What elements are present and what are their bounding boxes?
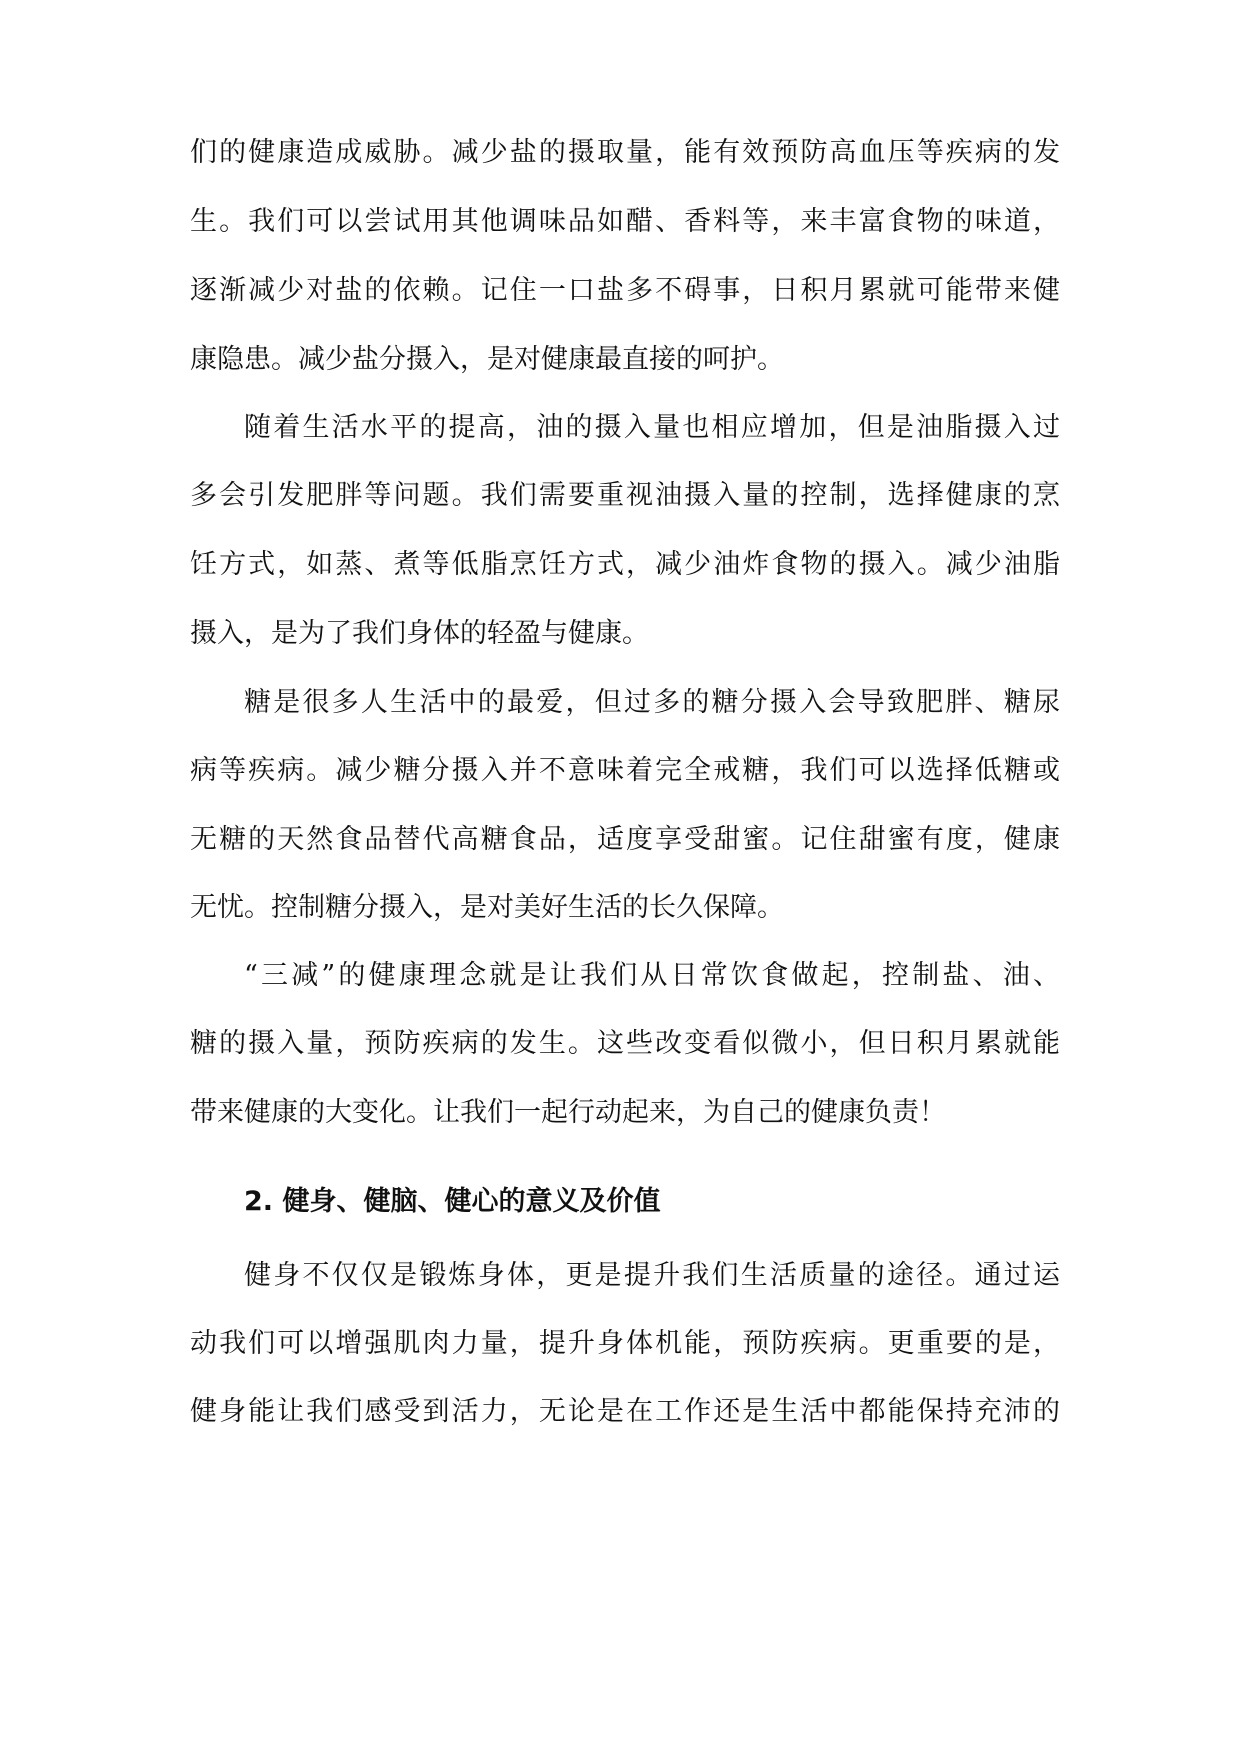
paragraph-line: 动我们可以增强肌肉力量，提升身体机能，预防疾病。更重要的是， xyxy=(190,1328,1060,1359)
paragraph-line: 饪方式，如蒸、煮等低脂烹饪方式，减少油炸食物的摄入。减少油脂 xyxy=(190,549,1060,580)
paragraph-line: “三减”的健康理念就是让我们从日常饮食做起，控制盐、油、 xyxy=(244,960,1060,991)
paragraph-line: 康隐患。减少盐分摄入，是对健康最直接的呵护。 xyxy=(190,344,784,375)
paragraph-line: 们的健康造成威胁。减少盐的摄取量，能有效预防高血压等疾病的发 xyxy=(190,137,1060,168)
paragraph-line: 多会引发肥胖等问题。我们需要重视油摄入量的控制，选择健康的烹 xyxy=(190,480,1060,511)
paragraph-line: 健身不仅仅是锻炼身体，更是提升我们生活质量的途径。通过运 xyxy=(244,1260,1060,1291)
paragraph-line: 逐渐减少对盐的依赖。记住一口盐多不碍事，日积月累就可能带来健 xyxy=(190,275,1060,306)
paragraph-line: 带来健康的大变化。让我们一起行动起来，为自己的健康负责！ xyxy=(190,1097,946,1128)
paragraph-line: 糖是很多人生活中的最爱，但过多的糖分摄入会导致肥胖、糖尿 xyxy=(244,687,1060,718)
paragraph-line: 无忧。控制糖分摄入，是对美好生活的长久保障。 xyxy=(190,892,784,923)
paragraph-line: 健身能让我们感受到活力，无论是在工作还是生活中都能保持充沛的 xyxy=(190,1396,1060,1427)
paragraph-line: 糖的摄入量，预防疾病的发生。这些改变看似微小，但日积月累就能 xyxy=(190,1028,1060,1059)
section-heading: 2. 健身、健脑、健心的意义及价值 xyxy=(244,1186,661,1217)
paragraph-line: 生。我们可以尝试用其他调味品如醋、香料等，来丰富食物的味道， xyxy=(190,206,1060,237)
paragraph-line: 无糖的天然食品替代高糖食品，适度享受甜蜜。记住甜蜜有度，健康 xyxy=(190,824,1060,855)
paragraph-line: 摄入，是为了我们身体的轻盈与健康。 xyxy=(190,618,649,649)
paragraph-line: 病等疾病。减少糖分摄入并不意味着完全戒糖，我们可以选择低糖或 xyxy=(190,755,1060,786)
paragraph-line: 随着生活水平的提高，油的摄入量也相应增加，但是油脂摄入过 xyxy=(244,412,1060,443)
